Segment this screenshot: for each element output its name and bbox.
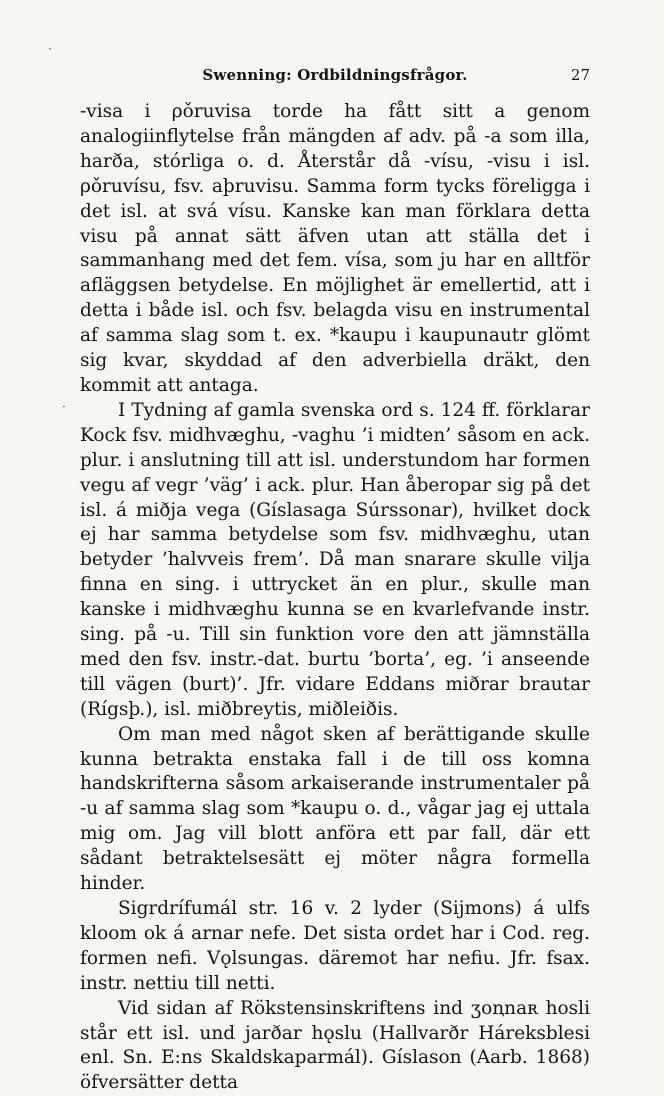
paragraph: I Tydning af gamla svenska ord s. 124 ff. förklarar Kock fsv. midhvæghu, -vaghu ’i midten’ såsom en ack. plur. i anslutning till att isl. understundom har formen vegu af vegr ’väg’ i ack. plur. Han åberopar sig på det isl. á miðja vega (Gíslasaga Súrssonar), hvilket dock ej har samma betydelse som fsv. midhvæghu, utan betyder ’halvveis frem’. Då man snarare skulle vilja finna en sing. i uttrycket än en plur., skulle man kanske i midhvæghu kunna se en kvarlefvande instr. sing. på -u. Till sin funktion vore den att jämnställa med den fsv. instr.-dat. burtu ’borta’, eg. ’i anseende till vägen (burt)’. Jfr. vidare Eddans miðrar brautar (Rígsþ.), isl. miðbreytis, miðleiðis. (80, 399, 590, 720)
running-title: Swenning: Ordbildningsfrågor. (202, 66, 468, 84)
paragraph: -visa i ρǒruvisa torde ha fått sitt a genom analogiinflytelse från mängden af adv. på -a som illa, harða, stórliga o. d. Återstår då -vísu, -visu i isl. ρǒruvísu, fsv. aþruvisu. Samma form tycks föreligga i det isl. at svá vísu. Kanske kan man förklara detta visu på annat sätt äfven utan att ställa det i sammanhang med det fem. vísa, som ju har en alltför afläggsen betydelse. En möjlighet är emellertid, att i detta i både isl. och fsv. belagda visu en instrumental af samma slag som t. ex. *kaupu i kaupunautr glömt sig kvar, skyddad af den adverbiella dräkt, den kommit att antaga. (80, 101, 590, 396)
paragraph: Om man med något sken af berättigande skulle kunna betrakta enstaka fall i de till oss komna handskrifterna såsom arkaiserande instrumentaler på -u af samma slag som *kaupu o. d., vågar jag ej uttala mig om. Jag vill blott anföra ett par fall, där ett sådant betraktelsesätt ej möter några formella hinder. (80, 723, 590, 895)
scan-dot: · (48, 42, 52, 56)
page-number: 27 (570, 66, 590, 84)
running-header (80, 66, 590, 88)
body-text (80, 100, 590, 1096)
paragraph: Vid sidan af Rökstensinskriftens ind ʒoꞑnaʀ hosli står ett isl. und jarðar hǫslu (Hallvarðr Háreksblesi enl. Sn. E:ns Skaldskaparmál). Gíslason (Aarb. 1868) öfversätter detta (80, 997, 590, 1094)
scan-dot: · (62, 400, 66, 414)
paragraph: Sigrdrífumál str. 16 v. 2 lyder (Sijmons) á ulfs kloom ok á arnar nefe. Det sista ordet har i Cod. reg. formen nefi. Vǫlsungas. däremot har nefiu. Jfr. fsax. instr. nettiu till netti. (80, 898, 590, 994)
